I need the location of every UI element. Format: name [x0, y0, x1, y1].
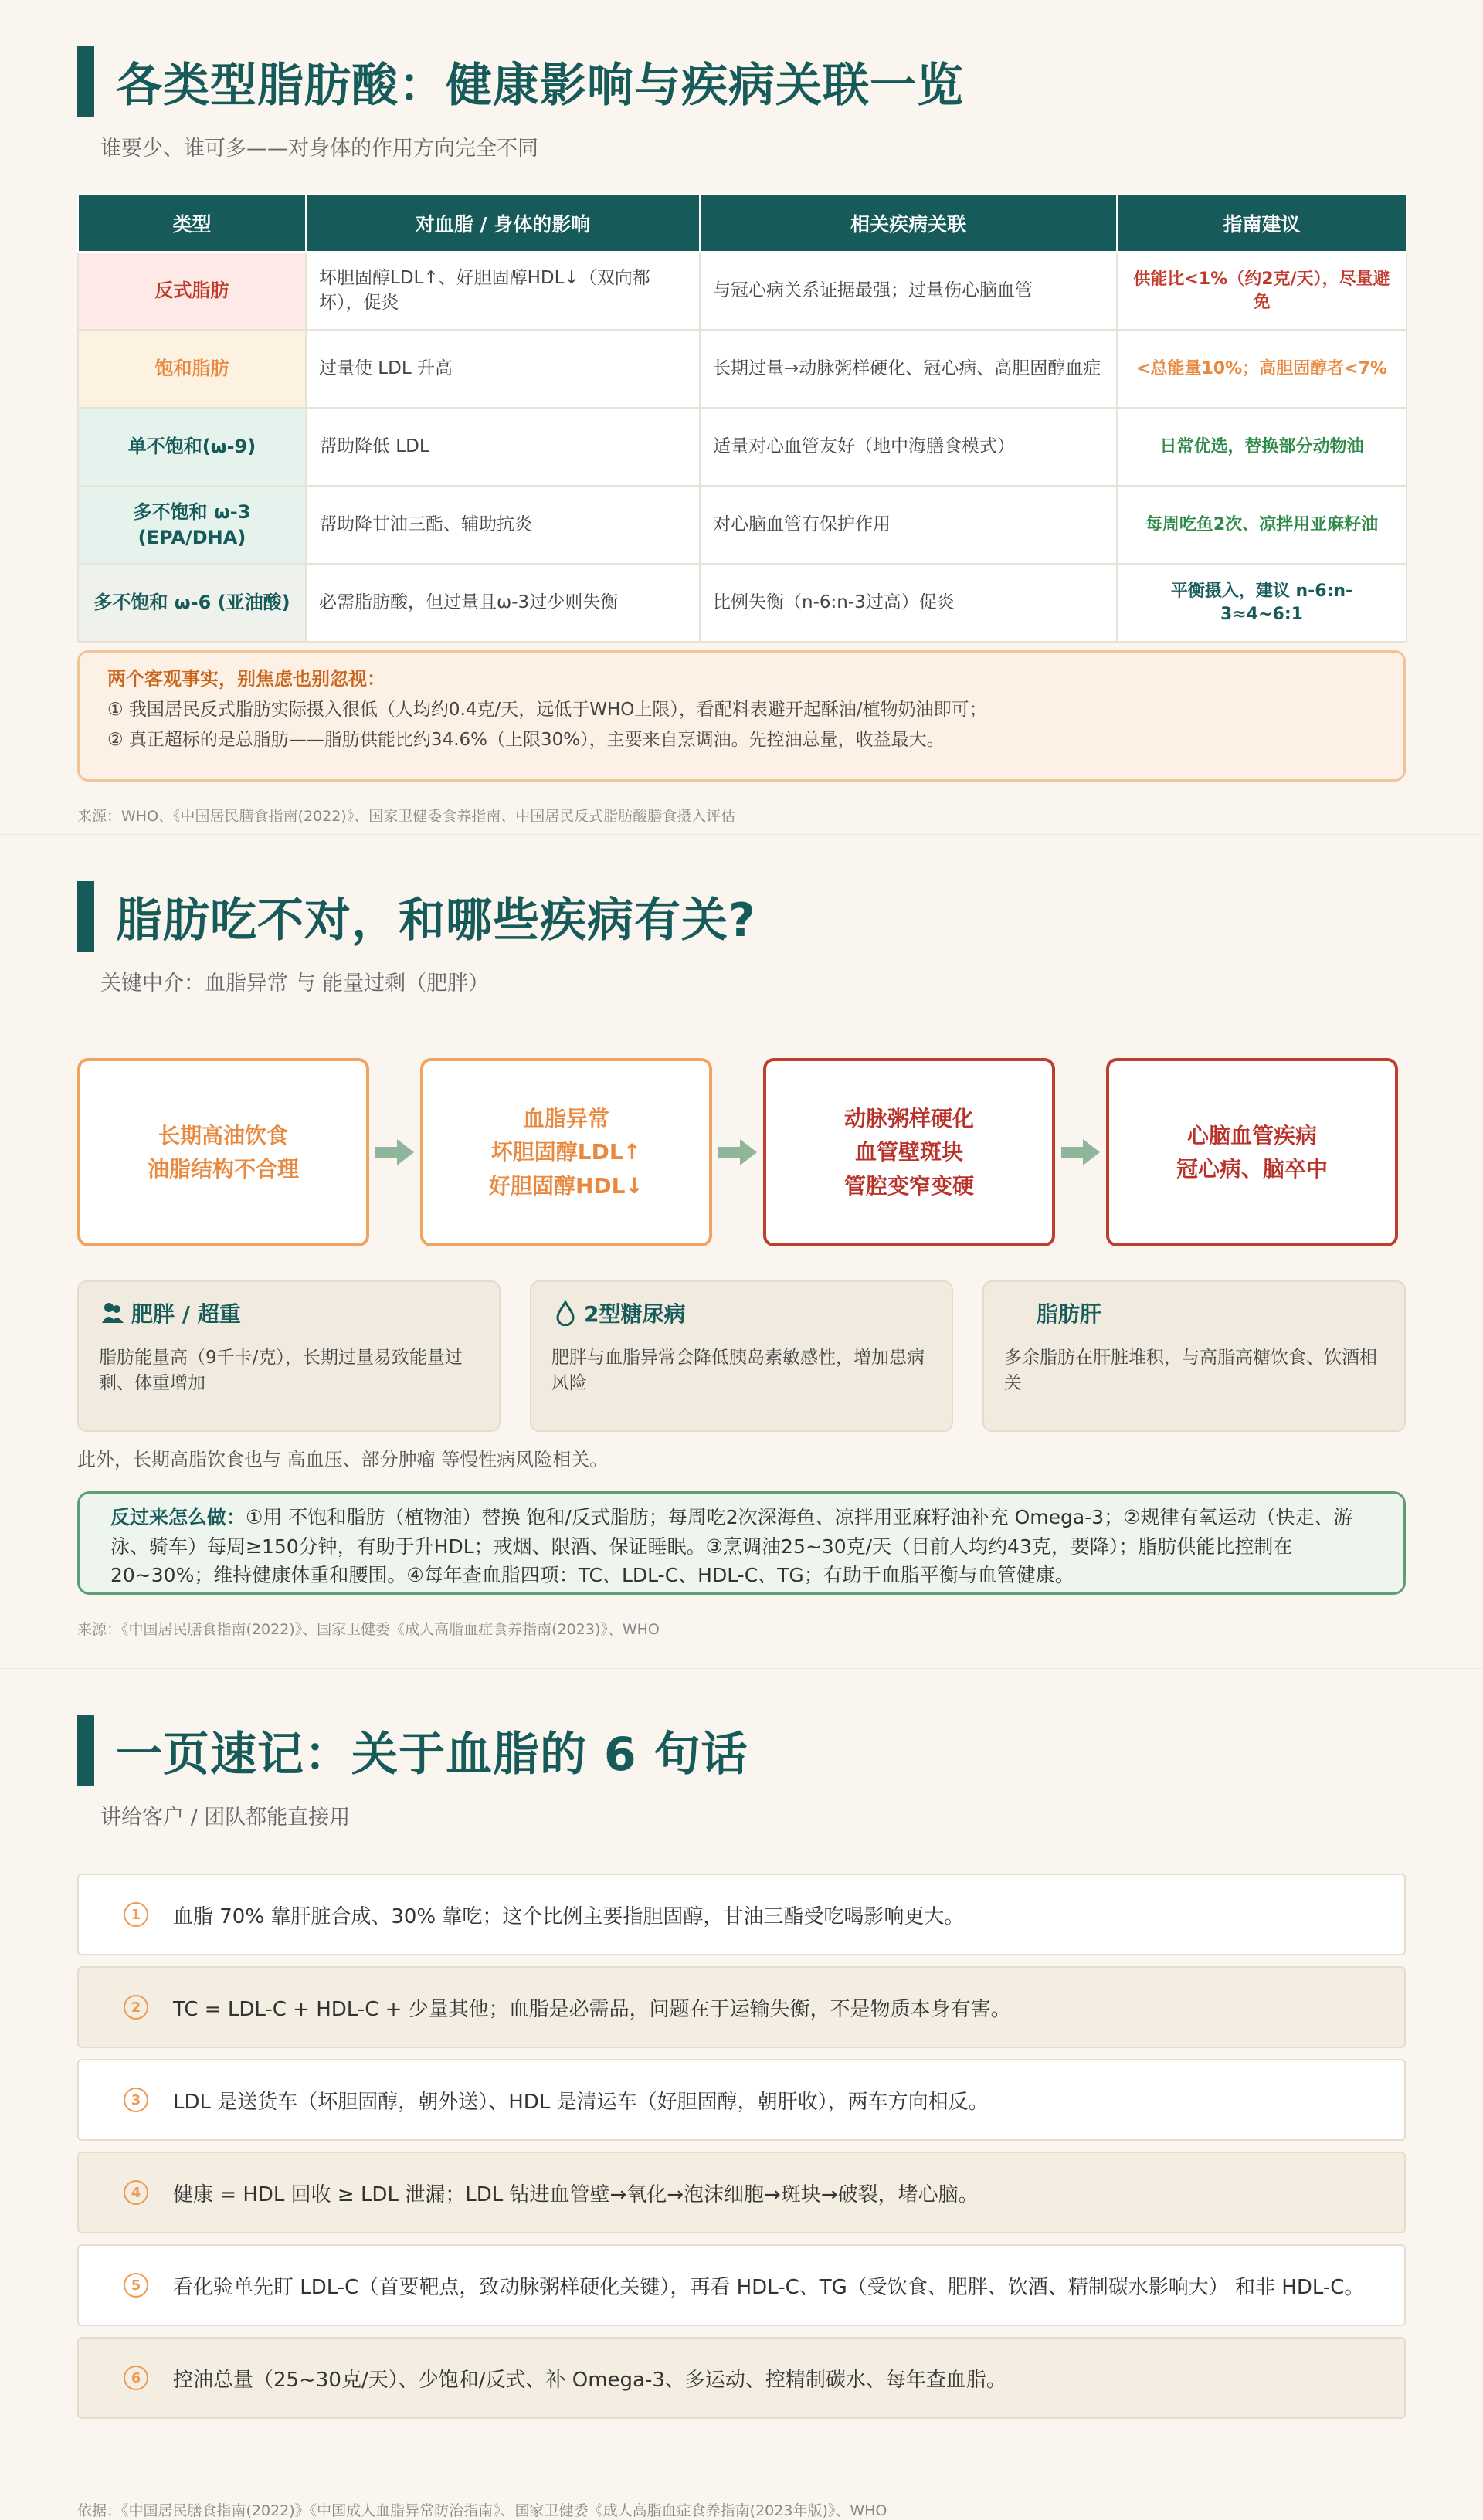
section-subtitle: 关键中介：血脂异常 与 能量过剩（肥胖） — [100, 972, 490, 995]
title-accent-bar — [77, 1715, 94, 1786]
extra-note: 此外，长期高脂饮食也与 高血压、部分肿瘤 等慢性病风险相关。 — [77, 1449, 609, 1470]
cell-effect: 必需脂肪酸，但过量且ω-3过少则失衡 — [306, 564, 700, 642]
flow-step-line: 管腔变窄变硬 — [843, 1172, 974, 1199]
list-item — [77, 2337, 1406, 2419]
cell-advice: 日常优选，替换部分动物油 — [1117, 408, 1407, 486]
flow-step-line: 好胆固醇HDL↓ — [489, 1172, 643, 1199]
source-note: 依据：《中国居民膳食指南(2022)》《中国成人血脂异常防治指南》、国家卫健委《成人高脂血症食养指南(2023年版)》、WHO — [77, 2502, 887, 2519]
section-six-sentences — [0, 1668, 1483, 2519]
card-body: 脂肪能量高（9千卡/克），长期过量易致能量过剩、体重增加 — [99, 1348, 463, 1394]
related-disease-cards — [77, 1280, 1406, 1432]
drop-icon — [551, 1299, 579, 1327]
cell-effect: 帮助降甘油三酯、辅助抗炎 — [306, 486, 700, 564]
item-number: 2 — [124, 1995, 148, 2020]
table-header-row — [78, 195, 1407, 252]
cell-advice: 供能比<1%（约2克/天），尽量避免 — [1117, 252, 1407, 330]
section-fatty-acid-table — [0, 0, 1483, 834]
fatty-acid-table — [77, 194, 1407, 643]
table-row — [78, 330, 1407, 408]
cell-disease: 适量对心血管友好（地中海膳食模式） — [700, 408, 1117, 486]
column-header: 类型 — [78, 195, 306, 252]
table-row — [78, 252, 1407, 330]
list-item — [77, 1966, 1406, 2048]
table-row — [78, 408, 1407, 486]
item-text: TC = LDL-C + HDL-C + 少量其他；血脂是必需品，问题在于运输失衡，不是物质本身有害。 — [173, 1997, 1011, 2021]
cell-effect: 坏胆固醇LDL↑、好胆固醇HDL↓（双向都坏），促炎 — [306, 252, 700, 330]
section1-header — [77, 46, 1406, 117]
list-item — [77, 2152, 1406, 2233]
cell-disease: 与冠心病关系证据最强；过量伤心脑血管 — [700, 252, 1117, 330]
list-item — [77, 2059, 1406, 2141]
item-number: 3 — [124, 2088, 148, 2112]
flow-step-line: 长期高油饮食 — [158, 1122, 288, 1148]
title-accent-bar — [77, 881, 94, 952]
people-icon — [99, 1299, 127, 1327]
source-note: 来源：《中国居民膳食指南(2022)》、国家卫健委《成人高脂血症食养指南(2023)》、WHO — [77, 1621, 660, 1638]
cell-disease: 比例失衡（n-6:n-3过高）促炎 — [700, 564, 1117, 642]
cell-advice: 平衡摄入，建议 n-6:n-3≈4~6:1 — [1117, 564, 1407, 642]
cell-disease: 对心脑血管有保护作用 — [700, 486, 1117, 564]
section-title: 脂肪吃不对，和哪些疾病有关? — [116, 894, 756, 948]
flow-step-line: 动脉粥样硬化 — [843, 1105, 974, 1131]
item-number: 4 — [124, 2180, 148, 2205]
cell-type: 多不饱和 ω-6 (亚油酸) — [78, 564, 306, 642]
page-title: 各类型脂肪酸：健康影响与疾病关联一览 — [116, 59, 964, 113]
item-text: 看化验单先盯 LDL-C（首要靶点，致动脉粥样硬化关键），再看 HDL-C、TG（受饮食、肥胖、饮酒、精制碳水影响大） 和非 HDL-C。 — [173, 2275, 1365, 2299]
card-title: 肥胖 / 超重 — [131, 1301, 241, 1327]
title-accent-bar — [77, 46, 94, 117]
liver-icon — [1004, 1299, 1032, 1327]
item-number: 6 — [124, 2366, 148, 2390]
column-header: 相关疾病关联 — [700, 195, 1117, 252]
arrow-right-icon — [714, 1137, 761, 1168]
advice-lead: 反过来怎么做： — [110, 1506, 246, 1528]
arrow-right-icon — [1057, 1137, 1104, 1168]
note-title: 两个客观事实，别焦虑也别忽视： — [107, 668, 385, 690]
flow-step-line: 冠心病、脑卒中 — [1176, 1156, 1328, 1182]
flow-step-line: 心脑血管疾病 — [1186, 1122, 1317, 1148]
card-title: 脂肪肝 — [1037, 1301, 1102, 1327]
source-note: 来源：WHO、《中国居民膳食指南(2022)》、国家卫健委食养指南、中国居民反式脂肪酸膳食摄入评估 — [77, 808, 736, 825]
flow-step-line: 血脂异常 — [522, 1105, 609, 1131]
causal-flow — [77, 1058, 1406, 1246]
cell-type: 饱和脂肪 — [78, 330, 306, 408]
cell-type: 反式脂肪 — [78, 252, 306, 330]
page-subtitle: 谁要少、谁可多——对身体的作用方向完全不同 — [100, 137, 538, 161]
list-item — [77, 1874, 1406, 1955]
card-title: 2型糖尿病 — [584, 1301, 686, 1327]
item-number: 1 — [124, 1902, 148, 1927]
cell-effect: 帮助降低 LDL — [306, 408, 700, 486]
cell-type: 单不饱和(ω-9) — [78, 408, 306, 486]
section3-header — [77, 1715, 1406, 1786]
section-title: 一页速记：关于血脂的 6 句话 — [116, 1728, 748, 1782]
flow-step-line: 油脂结构不合理 — [147, 1156, 299, 1182]
flow-step-diet — [77, 1058, 369, 1246]
advice-box — [77, 1491, 1406, 1595]
arrow-right-icon — [372, 1137, 418, 1168]
section2-header — [77, 881, 1406, 952]
flow-step-dyslipidemia — [420, 1058, 712, 1246]
facts-note-box — [77, 650, 1406, 782]
cell-advice: <总能量10%；高胆固醇者<7% — [1117, 330, 1407, 408]
note-line: ① 我国居民反式脂肪实际摄入很低（人均约0.4克/天，远低于WHO上限），看配料表避开起酥油/植物奶油即可； — [107, 700, 987, 720]
list-item — [77, 2244, 1406, 2326]
flow-step-cardio — [1106, 1058, 1398, 1246]
cell-effect: 过量使 LDL 升高 — [306, 330, 700, 408]
card-fatty-liver — [982, 1280, 1406, 1432]
column-header: 对血脂 / 身体的影响 — [306, 195, 700, 252]
item-text: LDL 是送货车（坏胆固醇，朝外送）、HDL 是清运车（好胆固醇，朝肝收），两车方向相反。 — [173, 2090, 989, 2114]
item-text: 控油总量（25~30克/天）、少饱和/反式、补 Omega-3、多运动、控精制碳水、每年查血脂。 — [173, 2368, 1006, 2392]
card-diabetes — [530, 1280, 953, 1432]
item-text: 血脂 70% 靠肝脏合成、30% 靠吃；这个比例主要指胆固醇，甘油三酯受吃喝影响更大。 — [173, 1904, 965, 1928]
flow-step-line: 坏胆固醇LDL↑ — [490, 1139, 642, 1165]
column-header: 指南建议 — [1117, 195, 1407, 252]
section-subtitle: 讲给客户 / 团队都能直接用 — [100, 1806, 351, 1830]
note-line: ② 真正超标的是总脂肪——脂肪供能比约34.6%（上限30%），主要来自烹调油。先控油总量，收益最大。 — [107, 730, 945, 750]
table-row — [78, 564, 1407, 642]
card-body: 多余脂肪在肝脏堆积，与高脂高糖饮食、饮酒相关 — [1004, 1348, 1377, 1394]
card-obesity — [77, 1280, 501, 1432]
section-disease-relation — [0, 834, 1483, 1668]
cell-advice: 每周吃鱼2次、凉拌用亚麻籽油 — [1117, 486, 1407, 564]
advice-text: ①用 不饱和脂肪（植物油）替换 饱和/反式脂肪；每周吃2次深海鱼、凉拌用亚麻籽油补充 Omega-3；②规律有氧运动（快走、游泳、骑车）每周≥150分钟，有助于升HDL；戒烟、限酒、保证睡眠。③烹调油25~30克/天（目前人均约43克，要降）；脂肪供能比控制在20~30%；维持健康体重和腰围。④每年查血脂四项：TC、LDL-C、HDL-C、TG；有助于血脂平衡与血管健康。 — [110, 1506, 1353, 1586]
item-number: 5 — [124, 2273, 148, 2298]
cell-disease: 长期过量→动脉粥样硬化、冠心病、高胆固醇血症 — [700, 330, 1117, 408]
sentence-list — [77, 1874, 1406, 2419]
table-row — [78, 486, 1407, 564]
item-text: 健康 = HDL 回收 ≥ LDL 泄漏；LDL 钻进血管壁→氧化→泡沫细胞→斑块→破裂，堵心脑。 — [173, 2183, 979, 2206]
flow-step-line: 血管壁斑块 — [854, 1139, 963, 1165]
card-body: 肥胖与血脂异常会降低胰岛素敏感性，增加患病风险 — [551, 1348, 925, 1394]
flow-step-atherosclerosis — [763, 1058, 1055, 1246]
cell-type: 多不饱和 ω-3 (EPA/DHA) — [78, 486, 306, 564]
